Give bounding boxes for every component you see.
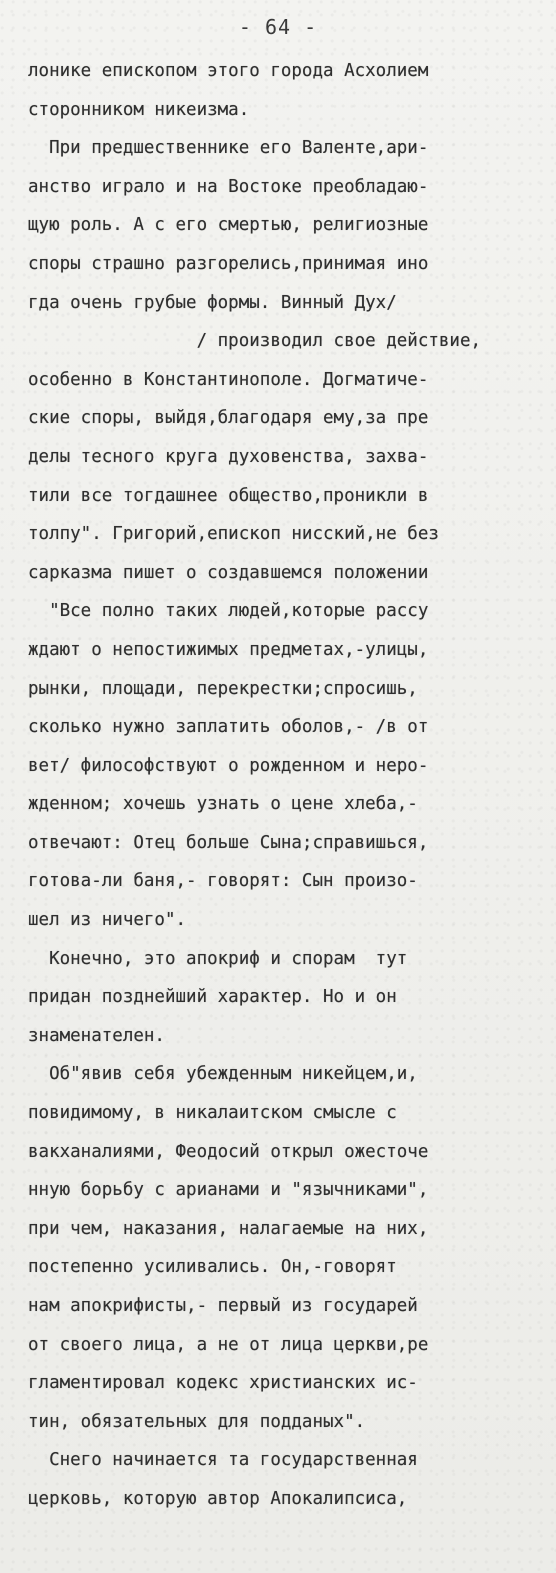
text-line: тили все тогдашнее общество,проникли в <box>28 485 429 506</box>
text-line: "Все полно таких людей,которые рассу <box>28 601 429 622</box>
text-line: ские споры, выйдя,благодаря ему,за пре <box>28 408 429 429</box>
text-line: споры страшно разгорелись,принимая ино <box>28 253 429 274</box>
text-line: от своего лица, а не от лица церкви,ре <box>28 1334 429 1355</box>
text-line: Об"явив себя убежденным никейцем,и, <box>28 1064 418 1085</box>
text-line: гда очень грубые формы. Винный Дух/ <box>28 292 397 313</box>
text-line: повидимому, в никалаитском смысле с <box>28 1103 397 1124</box>
text-line: вет/ философствуют о рожденном и неро- <box>28 755 429 776</box>
text-line: вакханалиями, Феодосий открыл ожесточе <box>28 1141 429 1162</box>
text-line: гламентировал кодекс христианских ис- <box>28 1373 418 1394</box>
text-line: Снего начинается та государственная <box>28 1450 418 1471</box>
text-line: Конечно, это апокриф и спорам тут <box>28 948 408 969</box>
text-line: отвечают: Отец больше Сына;справишься, <box>28 832 429 853</box>
text-line: церковь, которую автор Апокалипсиса, <box>28 1488 408 1509</box>
text-line: ждают о непостижимых предметах,-улицы, <box>28 639 429 660</box>
text-line: рынки, площади, перекрестки;спросишь, <box>28 678 418 699</box>
page-number: - 64 - <box>238 15 318 39</box>
text-line: постепенно усиливались. Он,-говорят <box>28 1257 397 1278</box>
text-line: знаменателен. <box>28 1025 165 1046</box>
text-line: нам апокрифисты,- первый из государей <box>28 1296 418 1316</box>
text-line: сколько нужно заплатить оболов,- /в от <box>28 717 429 738</box>
text-line: делы тесного круга духовенства, захва- <box>28 446 429 467</box>
text-line: сторонником никеизма. <box>28 99 250 120</box>
text-line: тин, обязательных для подданых". <box>28 1411 366 1432</box>
body-text <box>28 52 543 1519</box>
text-line: жденном; хочешь узнать о цене хлеба,- <box>28 794 418 815</box>
text-line: шел из ничего". <box>28 910 187 931</box>
text-line: / производил свое действие, <box>28 331 482 352</box>
text-line: при чем, наказания, налагаемые на них, <box>28 1218 429 1239</box>
text-line: придан позднейший характер. Но и он <box>28 987 397 1008</box>
text-line: При предшественнике его Валенте,ари- <box>28 138 429 159</box>
text-line: щую роль. А с его смертью, религиозные <box>28 215 429 236</box>
text-line: готова-ли баня,- говорят: Сын произо- <box>28 871 418 892</box>
text-line: сарказма пишет о создавшемся положении <box>28 562 429 583</box>
text-line: лонике епископом этого города Асхолием <box>28 61 429 81</box>
text-line: анство играло и на Востоке преобладаю- <box>28 176 429 197</box>
text-line: толпу". Григорий,епископ нисский,не без <box>28 524 439 545</box>
text-line: нную борьбу с арианами и "язычниками", <box>28 1180 429 1201</box>
text-line: особенно в Константинополе. Догматиче- <box>28 369 429 390</box>
